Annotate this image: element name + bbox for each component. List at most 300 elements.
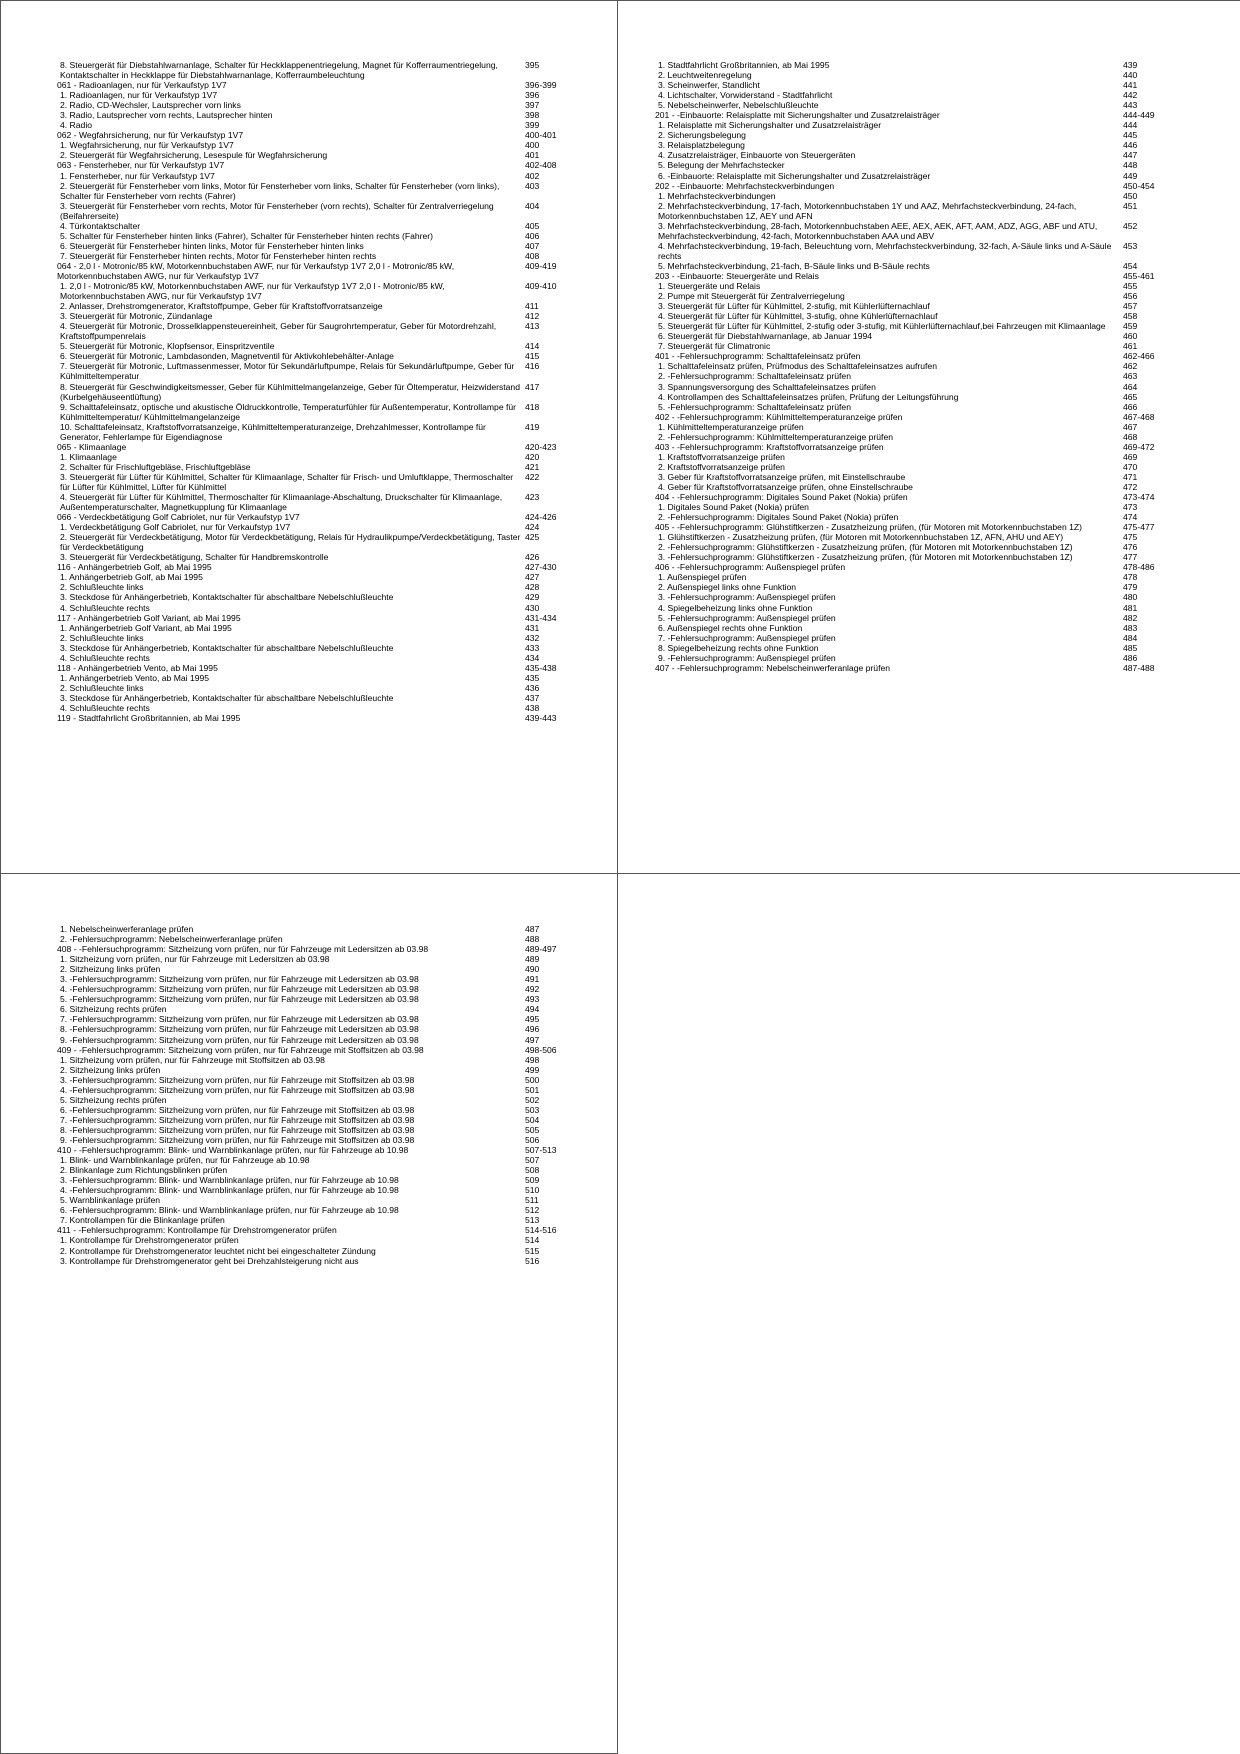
toc-entry-title: 2. -Fehlersuchprogramm: Kühlmitteltemperaturanzeige prüfen	[658, 431, 894, 442]
toc-subentry	[658, 482, 1178, 492]
toc-subentry	[658, 321, 1178, 331]
toc-entry-title: 1. Stadtfahrlicht Großbritannien, ab Mai 1995	[658, 60, 830, 70]
toc-page-number: 404	[525, 200, 540, 211]
toc-section-entry	[655, 441, 1178, 452]
toc-entry-title: 201 - -Einbauorte: Relaisplatte mit Sicherungshalter und Zusatzrelaisträger	[655, 110, 940, 121]
toc-entry-title: 405 - -Fehlersuchprogramm: Glühstiftkerzen - Zusatzheizung prüfen, (für Motoren mit Motorkennbuchstaben 1Z)	[655, 522, 1083, 533]
toc-entry-title: 2. Sicherungsbelegung	[658, 130, 746, 141]
toc-page-number: 423	[525, 492, 540, 503]
toc-entry-title: 1. Digitales Sound Paket (Nokia) prüfen	[658, 502, 809, 513]
toc-subentry	[658, 70, 1178, 80]
toc-page-number: 409-410	[525, 281, 557, 292]
toc-entry-title: 5. Nebelscheinwerfer, Nebelschlußleuchte	[658, 100, 819, 111]
toc-subentry	[60, 703, 580, 713]
toc-page-number: 484	[1123, 632, 1138, 643]
toc-entry-title: 6. Außenspiegel rechts ohne Funktion	[658, 622, 803, 633]
toc-subentry	[658, 120, 1178, 130]
toc-entry-title: 410 - -Fehlersuchprogramm: Blink- und Warnblinkanlage prüfen, nur für Fahrzeuge ab 10.98	[57, 1145, 409, 1156]
toc-page-number: 499	[525, 1064, 540, 1075]
toc-page-number: 452	[1123, 220, 1138, 231]
toc-subentry	[658, 150, 1178, 160]
toc-entry-title: 4. Radio	[60, 120, 93, 131]
toc-section-entry	[57, 1044, 580, 1055]
toc-subentry	[658, 392, 1178, 402]
toc-section-entry	[655, 351, 1178, 362]
toc-subentry	[658, 261, 1178, 271]
toc-page-number: 474	[1123, 512, 1138, 523]
toc-entry-title: 3. Steckdose für Anhängerbetrieb, Kontaktschalter für abschaltbare Nebelschlußleuchte	[60, 642, 394, 653]
toc-page-number: 516	[525, 1255, 540, 1266]
toc-entry-title: 4. -Fehlersuchprogramm: Sitzheizung vorn prüfen, nur für Fahrzeuge mit Stoffsitzen ab 03.98	[60, 1084, 415, 1095]
toc-subentry	[60, 462, 580, 472]
toc-entry-title: 2. Außenspiegel links ohne Funktion	[658, 582, 797, 593]
toc-entry-title: 4. Steuergerät für Motronic, Drosselklappensteuereinheit, Geber für Saugrohrtemperatur, Geber für Motordrehzahl, Kraftstoffpumpenrelais	[60, 321, 497, 342]
toc-page-number: 501	[525, 1084, 540, 1095]
toc-entry-title: 1. Anhängerbetrieb Golf Variant, ab Mai 1995	[60, 622, 232, 633]
toc-entry-title: 6. Sitzheizung rechts prüfen	[60, 1004, 167, 1015]
toc-subentry	[658, 291, 1178, 301]
toc-subentry	[60, 1024, 580, 1034]
toc-entry-title: 7. -Fehlersuchprogramm: Sitzheizung vorn prüfen, nur für Fahrzeuge mit Ledersitzen ab 03.98	[60, 1014, 419, 1025]
toc-entry-title: 3. Scheinwerfer, Standlicht	[658, 80, 760, 91]
toc-section-entry	[57, 662, 580, 673]
toc-section-entry	[57, 562, 580, 573]
toc-entry-title: 2. -Fehlersuchprogramm: Nebelscheinwerferanlage prüfen	[60, 934, 283, 945]
toc-subentry	[658, 462, 1178, 472]
toc-page-number: 419	[525, 421, 540, 432]
toc-page-number: 494	[525, 1004, 540, 1015]
toc-page-number: 444	[1123, 120, 1138, 131]
toc-page-number: 500	[525, 1074, 540, 1085]
toc-page-number: 479	[1123, 582, 1138, 593]
toc-page-number: 412	[525, 311, 540, 322]
toc-page-number: 416	[525, 361, 540, 372]
toc-page-number: 402-408	[525, 160, 557, 171]
toc-page-number: 453	[1123, 240, 1138, 251]
toc-page-number: 446	[1123, 140, 1138, 151]
toc-page-number: 462-466	[1123, 351, 1155, 362]
toc-entry-title: 3. -Fehlersuchprogramm: Blink- und Warnblinkanlage prüfen, nur für Fahrzeuge ab 10.98	[60, 1175, 399, 1186]
toc-entry-title: 407 - -Fehlersuchprogramm: Nebelscheinwerferanlage prüfen	[655, 662, 891, 673]
toc-subentry	[658, 582, 1178, 592]
toc-entry-title: 406 - -Fehlersuchprogramm: Außenspiegel prüfen	[655, 562, 846, 573]
toc-subentry	[60, 653, 580, 663]
toc-entry-title: 401 - -Fehlersuchprogramm: Schalttafeleinsatz prüfen	[655, 351, 861, 362]
toc-entry-title: 203 - -Einbauorte: Steuergeräte und Relais	[655, 270, 819, 281]
toc-entry-title: 8. Steuergerät für Diebstahlwarnanlage, Schalter für Heckklappenentriegelung, Magnet für Kofferraumentriegelung, Kontaktschalter in Heckklappe für Diebstahlwarnanlage, Kofferraumbeleuchtung	[60, 60, 498, 81]
toc-page-number: 441	[1123, 80, 1138, 91]
toc-entry-title: 7. Steuergerät für Climatronic	[658, 341, 771, 352]
toc-page-number: 472	[1123, 481, 1138, 492]
toc-subentry	[60, 1246, 580, 1256]
toc-entry-title: 2. Kraftstoffvorratsanzeige prüfen	[658, 461, 785, 472]
toc-entry-title: 2. Leuchtweitenregelung	[658, 70, 752, 81]
toc-subentry	[60, 1065, 580, 1075]
toc-entry-title: 3. -Fehlersuchprogramm: Außenspiegel prüfen	[658, 592, 836, 603]
toc-subentry	[60, 60, 580, 80]
toc-entry-title: 2. Kontrollampe für Drehstromgenerator leuchtet nicht bei eingeschalteter Zündung	[60, 1245, 376, 1256]
toc-entry-title: 1. Schalttafeleinsatz prüfen, Prüfmodus des Schalttafeleinsatzes aufrufen	[658, 361, 937, 372]
toc-page-number: 469-472	[1123, 441, 1155, 452]
toc-entry-title: 6. -Fehlersuchprogramm: Blink- und Warnblinkanlage prüfen, nur für Fahrzeuge ab 10.98	[60, 1205, 399, 1216]
toc-page-number: 422	[525, 471, 540, 482]
toc-entry-title: 4. Kontrollampen des Schalttafeleinsatzes prüfen, Prüfung der Leitungsführung	[658, 391, 959, 402]
toc-entry-title: 061 - Radioanlagen, nur für Verkaufstyp 1V7	[57, 80, 227, 91]
toc-subentry	[60, 693, 580, 703]
toc-page-number: 464	[1123, 381, 1138, 392]
toc-page-number: 418	[525, 401, 540, 412]
toc-section-entry	[655, 522, 1178, 533]
toc-page-number: 437	[525, 692, 540, 703]
toc-page-number: 450-454	[1123, 180, 1155, 191]
toc-page-number: 447	[1123, 150, 1138, 161]
toc-entry-title: 402 - -Fehlersuchprogramm: Kühlmitteltemperaturanzeige prüfen	[655, 411, 903, 422]
toc-subentry	[60, 1105, 580, 1115]
toc-page-number: 459	[1123, 321, 1138, 332]
toc-page-number: 491	[525, 974, 540, 985]
toc-subentry	[658, 382, 1178, 392]
toc-subentry	[60, 402, 580, 422]
toc-entry-title: 1. Anhängerbetrieb Vento, ab Mai 1995	[60, 672, 210, 683]
toc-subentry	[60, 311, 580, 321]
toc-page-number: 454	[1123, 260, 1138, 271]
toc-page-number: 443	[1123, 100, 1138, 111]
toc-page-number: 420-423	[525, 441, 557, 452]
toc-entry-title: 6. Steuergerät für Motronic, Lambdasonden, Magnetventil für Aktivkohlebehälter-Anlage	[60, 351, 394, 362]
toc-entry-title: 1. Fensterheber, nur für Verkaufstyp 1V7	[60, 170, 215, 181]
toc-section-entry	[655, 492, 1178, 503]
toc-entry-title: 3. Radio, Lautsprecher vorn rechts, Lautsprecher hinten	[60, 110, 273, 121]
toc-subentry	[60, 181, 580, 201]
toc-subentry	[60, 1095, 580, 1105]
toc-entry-title: 3. -Fehlersuchprogramm: Sitzheizung vorn prüfen, nur für Fahrzeuge mit Ledersitzen ab 03.98	[60, 974, 419, 985]
toc-subentry	[658, 160, 1178, 170]
toc-entry-title: 5. -Fehlersuchprogramm: Sitzheizung vorn prüfen, nur für Fahrzeuge mit Ledersitzen ab 03.98	[60, 994, 419, 1005]
toc-entry-title: 9. -Fehlersuchprogramm: Sitzheizung vorn prüfen, nur für Fahrzeuge mit Ledersitzen ab 03.98	[60, 1034, 419, 1045]
toc-page-number: 511	[525, 1195, 539, 1206]
toc-subentry	[60, 361, 580, 381]
toc-page-number: 458	[1123, 311, 1138, 322]
toc-page-number: 477	[1123, 552, 1138, 563]
toc-entry-title: 2. Schlußleuchte links	[60, 632, 144, 643]
document-page-2	[617, 0, 1240, 874]
toc-subentry	[658, 512, 1178, 522]
toc-page-number: 400-401	[525, 130, 557, 141]
toc-page-number: 407	[525, 240, 540, 251]
toc-subentry	[60, 281, 580, 301]
toc-subentry	[60, 1175, 580, 1185]
toc-page-number: 488	[525, 934, 540, 945]
toc-page-number: 455	[1123, 281, 1138, 292]
toc-subentry	[658, 311, 1178, 321]
toc-page-number: 450	[1123, 190, 1138, 201]
toc-page-number: 432	[525, 632, 540, 643]
toc-list	[655, 60, 1178, 673]
toc-entry-title: 4. Mehrfachsteckverbindung, 19-fach, Beleuchtung vorn, Mehrfachsteckverbindung, 32-fach, A-Säule links und A-Säule rechts	[658, 240, 1112, 261]
toc-subentry	[658, 572, 1178, 582]
toc-entry-title: 3. Steckdose für Anhängerbetrieb, Kontaktschalter für abschaltbare Nebelschlußleuchte	[60, 692, 394, 703]
toc-page-number: 442	[1123, 90, 1138, 101]
toc-subentry	[658, 633, 1178, 643]
toc-entry-title: 5. Steuergerät für Motronic, Klopfsensor, Einspritzventile	[60, 341, 275, 352]
toc-subentry	[60, 120, 580, 130]
toc-page-number: 431	[525, 622, 540, 633]
toc-entry-title: 5. Belegung der Mehrfachstecker	[658, 160, 785, 171]
toc-page-number: 401	[525, 150, 540, 161]
toc-entry-title: 5. -Fehlersuchprogramm: Schalttafeleinsatz prüfen	[658, 401, 851, 412]
toc-subentry	[60, 924, 580, 934]
toc-page-number: 428	[525, 582, 540, 593]
toc-entry-title: 3. Kontrollampe für Drehstromgenerator geht bei Drehzahlsteigerung nicht aus	[60, 1255, 359, 1266]
toc-subentry	[658, 502, 1178, 512]
toc-subentry	[658, 653, 1178, 663]
toc-entry-title: 116 - Anhängerbetrieb Golf, ab Mai 1995	[57, 562, 212, 573]
toc-page-number: 424	[525, 522, 540, 533]
toc-subentry	[60, 472, 580, 492]
toc-entry-title: 4. -Fehlersuchprogramm: Blink- und Warnblinkanlage prüfen, nur für Fahrzeuge ab 10.98	[60, 1185, 399, 1196]
toc-entry-title: 3. Relaisplatzbelegung	[658, 140, 745, 151]
toc-entry-title: 3. Steuergerät für Motronic, Zündanlage	[60, 311, 213, 322]
toc-entry-title: 3. -Fehlersuchprogramm: Sitzheizung vorn prüfen, nur für Fahrzeuge mit Stoffsitzen ab 03.98	[60, 1074, 415, 1085]
toc-entry-title: 4. Schlußleuchte rechts	[60, 652, 150, 663]
toc-entry-title: 3. Mehrfachsteckverbindung, 28-fach, Motorkennbuchstaben AEE, AEX, AEK, AFT, AAM, ADZ, AGG, ABF und ATU, Mehrfachsteckverbindung, 42-fach, Motorkennbuchstaben AAA und ABV	[658, 220, 1098, 241]
toc-page-number: 440	[1123, 70, 1138, 81]
toc-subentry	[60, 201, 580, 221]
toc-subentry	[658, 432, 1178, 442]
toc-entry-title: 5. -Fehlersuchprogramm: Außenspiegel prüfen	[658, 612, 836, 623]
toc-page-number: 506	[525, 1134, 540, 1145]
toc-page-number: 460	[1123, 331, 1138, 342]
toc-subentry	[60, 422, 580, 442]
toc-page-number: 471	[1123, 471, 1138, 482]
toc-entry-title: 9. -Fehlersuchprogramm: Sitzheizung vorn prüfen, nur für Fahrzeuge mit Stoffsitzen ab 03.98	[60, 1134, 415, 1145]
toc-subentry	[60, 1165, 580, 1175]
toc-section-entry	[655, 180, 1178, 191]
toc-subentry	[60, 552, 580, 562]
toc-entry-title: 3. Steuergerät für Lüfter für Kühlmittel, 2-stufig, mit Kühlerlüfternachlauf	[658, 301, 930, 312]
toc-subentry	[60, 934, 580, 944]
toc-list	[57, 60, 580, 724]
toc-entry-title: 2. -Fehlersuchprogramm: Digitales Sound Paket (Nokia) prüfen	[658, 512, 899, 523]
toc-subentry	[658, 281, 1178, 291]
toc-page-number: 421	[525, 461, 540, 472]
toc-page-number: 485	[1123, 642, 1138, 653]
toc-subentry	[60, 341, 580, 351]
toc-entry-title: 8. -Fehlersuchprogramm: Sitzheizung vorn prüfen, nur für Fahrzeuge mit Ledersitzen ab 03.98	[60, 1024, 419, 1035]
toc-entry-title: 5. Sitzheizung rechts prüfen	[60, 1094, 167, 1105]
toc-entry-title: 1. Außenspiegel prüfen	[658, 572, 747, 583]
toc-subentry	[60, 1075, 580, 1085]
toc-entry-title: 1. Sitzheizung vorn prüfen, nur für Fahrzeuge mit Stoffsitzen ab 03.98	[60, 1054, 325, 1065]
toc-entry-title: 2. Schlußleuchte links	[60, 682, 144, 693]
toc-page-number: 438	[525, 703, 540, 713]
toc-section-entry	[655, 270, 1178, 281]
toc-page-number: 395	[525, 60, 540, 70]
toc-subentry	[60, 231, 580, 241]
toc-entry-title: 2. Blinkanlage zum Richtungsblinken prüfen	[60, 1165, 228, 1176]
toc-subentry	[60, 1115, 580, 1125]
toc-section-entry	[57, 512, 580, 523]
toc-page-number: 507-513	[525, 1145, 557, 1156]
toc-section-entry	[57, 713, 580, 724]
toc-entry-title: 4. Geber für Kraftstoffvorratsanzeige prüfen, ohne Einstellschraube	[658, 481, 913, 492]
toc-section-entry	[57, 1225, 580, 1236]
toc-entry-title: 6. Steuergerät für Fensterheber hinten links, Motor für Fensterheber hinten links	[60, 240, 364, 251]
toc-entry-title: 1. Klimaanlage	[60, 451, 117, 462]
toc-page-number: 414	[525, 341, 540, 352]
toc-entry-title: 066 - Verdeckbetätigung Golf Cabriolet, nur für Verkaufstyp 1V7	[57, 512, 300, 523]
document-page-1	[0, 0, 618, 874]
toc-page-number: 405	[525, 220, 540, 231]
toc-page-number: 427	[525, 572, 540, 583]
toc-page-number: 435-438	[525, 662, 557, 673]
toc-entry-title: 118 - Anhängerbetrieb Vento, ab Mai 1995	[57, 662, 218, 673]
toc-section-entry	[655, 662, 1178, 673]
toc-section-entry	[655, 110, 1178, 121]
toc-entry-title: 1. Blink- und Warnblinkanlage prüfen, nur für Fahrzeuge ab 10.98	[60, 1155, 310, 1166]
toc-page-number: 473	[1123, 502, 1138, 513]
toc-section-entry	[57, 130, 580, 141]
toc-page-number: 467	[1123, 421, 1138, 432]
toc-page-number: 492	[525, 984, 540, 995]
toc-subentry	[658, 80, 1178, 90]
toc-entry-title: 2. Steuergerät für Wegfahrsicherung, Lesespule für Wegfahrsicherung	[60, 150, 328, 161]
toc-subentry	[60, 1035, 580, 1045]
toc-subentry	[658, 191, 1178, 201]
toc-section-entry	[57, 160, 580, 171]
toc-entry-title: 6. -Einbauorte: Relaisplatte mit Sicherungshalter und Zusatzrelaisträger	[658, 170, 931, 181]
toc-page-number: 396	[525, 90, 540, 101]
toc-page-number: 424-426	[525, 512, 557, 523]
toc-subentry	[60, 110, 580, 120]
toc-page-number: 473-474	[1123, 492, 1155, 503]
toc-entry-title: 1. 2,0 l - Motronic/85 kW, Motorkennbuchstaben AWF, nur für Verkaufstyp 1V7 2,0 l - Motronic/85 kW, Motorkennbuchstaben AWG, nur für Verkaufstyp 1V7	[60, 281, 445, 302]
toc-page-number: 468	[1123, 431, 1138, 442]
toc-subentry	[60, 1085, 580, 1095]
toc-page-number: 508	[525, 1165, 540, 1176]
toc-subentry	[658, 603, 1178, 613]
toc-page-number: 514	[525, 1235, 540, 1246]
toc-entry-title: 2. Radio, CD-Wechsler, Lautsprecher vorn links	[60, 100, 241, 111]
toc-entry-title: 7. Steuergerät für Fensterheber hinten rechts, Motor für Fensterheber hinten rechts	[60, 250, 377, 261]
toc-page-number: 455-461	[1123, 270, 1155, 281]
toc-subentry	[60, 90, 580, 100]
toc-page-number: 515	[525, 1245, 540, 1256]
toc-subentry	[60, 241, 580, 251]
toc-entry-title: 4. Schlußleuchte rechts	[60, 703, 150, 713]
toc-page-number: 475-477	[1123, 522, 1155, 533]
toc-page-number: 396-399	[525, 80, 557, 91]
toc-entry-title: 064 - 2,0 l - Motronic/85 kW, Motorkennbuchstaben AWF, nur für Verkaufstyp 1V7 2,0 l - Motronic/85 kW, Motorkennbuchstaben AWG, nur für Verkaufstyp 1V7	[57, 260, 455, 281]
toc-page-number: 406	[525, 230, 540, 241]
toc-entry-title: 065 - Klimaanlage	[57, 441, 127, 452]
toc-page-number: 439	[1123, 60, 1138, 70]
toc-page-number: 496	[525, 1024, 540, 1035]
toc-page-number: 403	[525, 180, 540, 191]
toc-subentry	[60, 301, 580, 311]
toc-subentry	[60, 140, 580, 150]
toc-entry-title: 2. Sitzheizung links prüfen	[60, 964, 161, 975]
toc-entry-title: 1. Kontrollampe für Drehstromgenerator prüfen	[60, 1235, 239, 1246]
toc-subentry	[60, 150, 580, 160]
toc-page-number: 456	[1123, 291, 1138, 302]
toc-subentry	[658, 221, 1178, 241]
toc-page-number: 493	[525, 994, 540, 1005]
toc-subentry	[60, 492, 580, 512]
toc-subentry	[658, 100, 1178, 110]
toc-entry-title: 5. Warnblinkanlage prüfen	[60, 1195, 161, 1206]
toc-subentry	[60, 954, 580, 964]
toc-entry-title: 404 - -Fehlersuchprogramm: Digitales Sound Paket (Nokia) prüfen	[655, 492, 908, 503]
toc-page-number: 451	[1123, 200, 1138, 211]
toc-page-number: 417	[525, 381, 540, 392]
toc-entry-title: 4. Türkontaktschalter	[60, 220, 141, 231]
toc-entry-title: 2. Mehrfachsteckverbindung, 17-fach, Motorkennbuchstaben 1Y und AAZ, Mehrfachsteckverbindung, 24-fach, Motorkennbuchstaben 1Z, AEY und AFN	[658, 200, 1077, 221]
toc-entry-title: 063 - Fensterheber, nur für Verkaufstyp 1V7	[57, 160, 225, 171]
toc-subentry	[60, 1215, 580, 1225]
toc-entry-title: 4. Spiegelbeheizung links ohne Funktion	[658, 602, 813, 613]
toc-subentry	[658, 552, 1178, 562]
toc-subentry	[658, 201, 1178, 221]
toc-entry-title: 7. -Fehlersuchprogramm: Außenspiegel prüfen	[658, 632, 836, 643]
toc-subentry	[658, 422, 1178, 432]
toc-entry-title: 4. Schlußleuchte rechts	[60, 602, 150, 613]
toc-entry-title: 5. Steuergerät für Lüfter für Kühlmittel, 2-stufig oder 3-stufig, mit Kühlerlüfternachlauf,bei Fahrzeugen mit Klimaanlage	[658, 321, 1106, 332]
toc-page-number: 415	[525, 351, 540, 362]
toc-subentry	[60, 452, 580, 462]
toc-page-number: 429	[525, 592, 540, 603]
toc-subentry	[60, 382, 580, 402]
toc-subentry	[60, 251, 580, 261]
toc-subentry	[60, 1014, 580, 1024]
toc-page-number: 469	[1123, 451, 1138, 462]
toc-subentry	[60, 1004, 580, 1014]
toc-subentry	[658, 60, 1178, 70]
toc-subentry	[658, 341, 1178, 351]
toc-page-number: 420	[525, 451, 540, 462]
toc-entry-title: 117 - Anhängerbetrieb Golf Variant, ab Mai 1995	[57, 612, 241, 623]
toc-entry-title: 202 - -Einbauorte: Mehrfachsteckverbindungen	[655, 180, 835, 191]
toc-subentry	[60, 1235, 580, 1245]
toc-page-number: 465	[1123, 391, 1138, 402]
toc-page-number: 483	[1123, 622, 1138, 633]
toc-subentry	[658, 623, 1178, 633]
document-page-3	[0, 873, 618, 1754]
toc-subentry	[60, 522, 580, 532]
toc-subentry	[658, 171, 1178, 181]
toc-page-number: 481	[1123, 602, 1138, 613]
toc-entry-title: 5. Schalter für Fensterheber hinten links (Fahrer), Schalter für Fensterheber hinten rechts (Fahrer)	[60, 230, 434, 241]
toc-subentry	[60, 633, 580, 643]
toc-page-number: 426	[525, 552, 540, 563]
toc-page-number: 514-516	[525, 1225, 557, 1236]
toc-subentry	[658, 331, 1178, 341]
toc-subentry	[60, 673, 580, 683]
toc-page-number: 448	[1123, 160, 1138, 171]
toc-entry-title: 1. Glühstiftkerzen - Zusatzheizung prüfen, (für Motoren mit Motorkennbuchstaben 1Z, AFN, AHU und AEY)	[658, 532, 1064, 543]
toc-subentry	[60, 1135, 580, 1145]
toc-page-number: 502	[525, 1094, 540, 1105]
toc-page-number: 476	[1123, 542, 1138, 553]
toc-subentry	[658, 542, 1178, 552]
toc-entry-title: 3. Spannungsversorgung des Schalttafeleinsatzes prüfen	[658, 381, 876, 392]
toc-entry-title: 119 - Stadtfahrlicht Großbritannien, ab Mai 1995	[57, 713, 241, 724]
toc-subentry	[658, 371, 1178, 381]
toc-page-number: 425	[525, 532, 540, 543]
toc-subentry	[658, 452, 1178, 462]
toc-page-number: 510	[525, 1185, 540, 1196]
toc-page-number: 489-497	[525, 944, 557, 955]
